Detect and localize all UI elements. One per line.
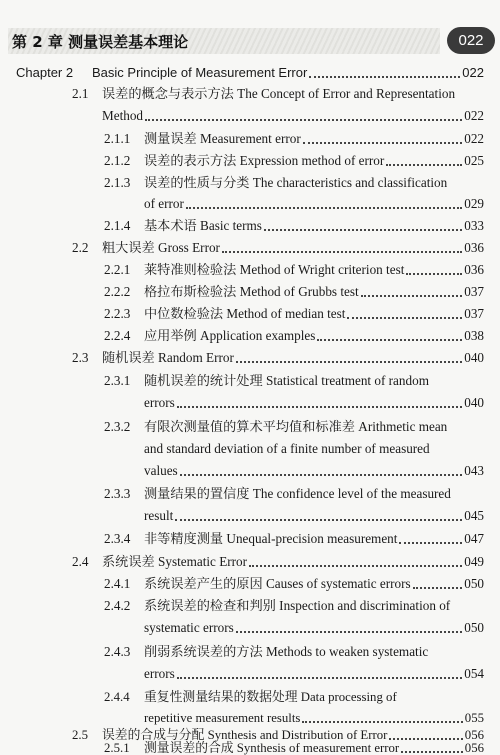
toc-chapter-title: Basic Principle of Measurement Error [92,65,308,80]
toc-leader [399,542,462,544]
toc-page-number: 043 [464,463,484,478]
toc-subsection-number: 2.2.2 [104,284,131,299]
toc-entry-2-3-3-line2[interactable] [144,507,484,525]
toc-section-title: 误差的概念与表示方法 The Concept of Error and Representation [102,86,456,101]
toc-section-title-cont: Method [102,108,144,123]
toc-subsection-number: 2.3.2 [104,419,131,434]
toc-subsection-title: 基本术语 Basic terms [144,218,262,233]
toc-entry-2-2[interactable] [72,239,484,257]
toc-page-number: 036 [464,262,484,277]
toc-section-title: 系统误差 Systematic Error [102,554,248,569]
toc-leader [236,631,463,633]
toc-subsection-title-cont: systematic errors [144,620,234,635]
toc-page-number: 037 [464,284,484,299]
toc-entry-2-3-4[interactable] [104,530,484,548]
toc-subsection-number: 2.4.2 [104,598,131,613]
toc-subsection-title: 随机误差的统计处理 Statistical treatment of random [144,373,429,388]
toc-subsection-number: 2.1.2 [104,153,131,168]
toc-page-number: 056 [464,728,484,742]
toc-page-number: 029 [464,196,484,211]
toc-entry-2-1-3-line2[interactable] [144,195,484,213]
toc-subsection-title-cont: and standard deviation of a finite number of measured [144,441,430,456]
toc-subsection-title: 莱特准则检验法 Method of Wright criterion test [144,262,405,277]
toc-page-number: 050 [464,620,484,635]
page-number-badge: 022 [447,27,495,54]
toc-subsection-title: 格拉布斯检验法 Method of Grubbs test [144,284,359,299]
toc-entry-2-4-3-line1[interactable] [104,643,428,661]
toc-page-number: 038 [464,328,484,343]
toc-subsection-number: 2.3.3 [104,486,131,501]
toc-page-number: 037 [464,306,484,321]
toc-subsection-title: 削弱系统误差的方法 Methods to weaken systematic [144,644,429,659]
toc-page-number: 022 [464,108,484,123]
toc-leader [186,207,462,209]
toc-leader [401,751,463,753]
toc-leader [309,76,460,78]
toc-subsection-title: 系统误差产生的原因 Causes of systematic errors [144,576,411,591]
toc-page-number: 036 [464,240,484,255]
toc-entry-2-1-2[interactable] [104,152,484,170]
toc-section-number: 2.1 [72,86,89,101]
toc-subsection-number: 2.1.1 [104,131,131,146]
toc-page-number: 047 [464,531,484,546]
toc-subsection-number: 2.2.3 [104,306,131,321]
toc-section-number: 2.5 [72,728,88,742]
toc-subsection-title: 有限次测量值的算术平均值和标准差 Arithmetic mean [144,419,448,434]
toc-section-title: 误差的合成与分配 Synthesis and Distribution of Error [102,728,388,742]
toc-entry-2-3[interactable] [72,349,484,367]
toc-subsection-number: 2.3.1 [104,373,131,388]
toc-page-number: 033 [464,218,484,233]
toc-leader [177,406,462,408]
toc-page-number: 040 [464,395,484,410]
toc-subsection-title: 误差的性质与分类 The characteristics and classification [144,175,448,190]
toc-subsection-title: 中位数检验法 Method of median test [144,306,346,321]
toc-entry-2-1-line1[interactable] [72,85,455,103]
toc-entry-2-4[interactable] [72,553,484,571]
toc-entry-2-4-2-line1[interactable] [104,597,450,615]
toc-leader [236,361,462,363]
toc-subsection-number: 2.3.4 [104,531,131,546]
toc-leader [413,587,463,589]
toc-subsection-number: 2.1.4 [104,218,131,233]
toc-subsection-title: 非等精度测量 Unequal-precision measurement [144,531,398,546]
toc-entry-2-3-1-line1[interactable] [104,372,429,390]
toc-page-number: 055 [464,711,484,725]
toc-subsection-title: 应用举例 Application examples [144,328,316,343]
toc-page-number: 025 [464,153,484,168]
toc-page-number: 049 [464,554,484,569]
toc-leader [303,142,462,144]
toc-subsection-title-cont: errors [144,395,175,410]
toc-entry-2-4-1[interactable] [104,575,484,593]
toc-page-number: 056 [464,741,484,755]
toc-section-number: 2.4 [72,554,89,569]
toc-subsection-title: 误差的表示方法 Expression method of error [144,153,385,168]
toc-leader [361,295,463,297]
toc-leader [222,251,462,253]
toc-subsection-title-cont: repetitive measurement results [144,711,301,725]
toc-leader [406,273,462,275]
toc-leader [175,519,462,521]
toc-entry-2-3-2-line2[interactable] [144,440,430,458]
toc-subsection-number: 2.4.4 [104,690,130,704]
toc-entry-2-1-3-line1[interactable] [104,174,447,192]
toc-entry-2-2-1[interactable] [104,261,484,279]
toc-entry-2-3-3-line1[interactable] [104,485,451,503]
chapter-title: 第 2 章 测量误差基本理论 [12,33,189,51]
toc-entry-2-1-4[interactable] [104,217,484,235]
toc-subsection-title-cont: of error [144,196,184,211]
toc-leader [347,317,462,319]
toc-page-number: 040 [464,350,484,365]
toc-entry-chapter[interactable] [16,64,484,82]
toc-entry-2-2-3[interactable] [104,305,484,323]
toc-entry-2-1-1[interactable] [104,130,484,148]
toc-chapter-label: Chapter 2 [16,65,74,80]
toc-page-number: 045 [464,508,484,523]
toc-page-number: 050 [464,576,484,591]
toc-section-title: 随机误差 Random Error [102,350,234,365]
toc-leader [249,565,462,567]
toc-leader [389,738,462,740]
toc-entry-2-1-line2[interactable] [102,107,484,125]
toc-section-number: 2.2 [72,240,89,255]
toc-leader [145,119,462,121]
toc-subsection-title-cont: values [144,463,178,478]
toc-page-number: 022 [462,65,484,80]
toc-subsection-title-cont: errors [144,666,175,681]
toc-entry-2-4-2-line2[interactable] [144,619,484,637]
toc-leader [180,474,463,476]
toc-entry-2-3-2-line3[interactable] [144,462,484,480]
toc-section-number: 2.3 [72,350,89,365]
toc-subsection-title: 测量结果的置信度 The confidence level of the measured [144,486,451,501]
toc-entry-2-5[interactable] [72,728,484,742]
toc-subsection-number: 2.4.1 [104,576,131,591]
toc-entry-2-5-1[interactable] [104,741,484,755]
toc-entry-2-3-2-line1[interactable] [104,418,447,436]
toc-entry-2-4-4-line2[interactable] [144,709,484,727]
toc-entry-2-2-4[interactable] [104,327,484,345]
toc-page-number: 054 [464,666,484,681]
toc-subsection-number: 2.1.3 [104,175,131,190]
toc-leader [302,721,462,723]
toc-leader [264,229,462,231]
toc-section-title: 粗大误差 Gross Error [102,240,220,255]
toc-subsection-number: 2.2.1 [104,262,131,277]
toc-leader [177,677,462,679]
toc-entry-2-2-2[interactable] [104,283,484,301]
toc-subsection-title-cont: result [144,508,174,523]
toc-subsection-number: 2.2.4 [104,328,131,343]
toc-leader [317,339,462,341]
toc-page-number: 022 [464,131,484,146]
toc-subsection-title: 重复性测量结果的数据处理 Data processing of [144,690,397,704]
toc-entry-2-4-4-line1[interactable] [104,688,397,706]
toc-leader [386,164,462,166]
toc-subsection-title: 系统误差的检查和判别 Inspection and discrimination of [144,598,451,613]
toc-entry-2-4-3-line2[interactable] [144,665,484,683]
toc-subsection-title: 测量误差的合成 Synthesis of measurement error [144,741,400,755]
toc-subsection-number: 2.5.1 [104,741,130,755]
toc-subsection-title: 测量误差 Measurement error [144,131,301,146]
toc-entry-2-3-1-line2[interactable] [144,394,484,412]
toc-subsection-number: 2.4.3 [104,644,131,659]
